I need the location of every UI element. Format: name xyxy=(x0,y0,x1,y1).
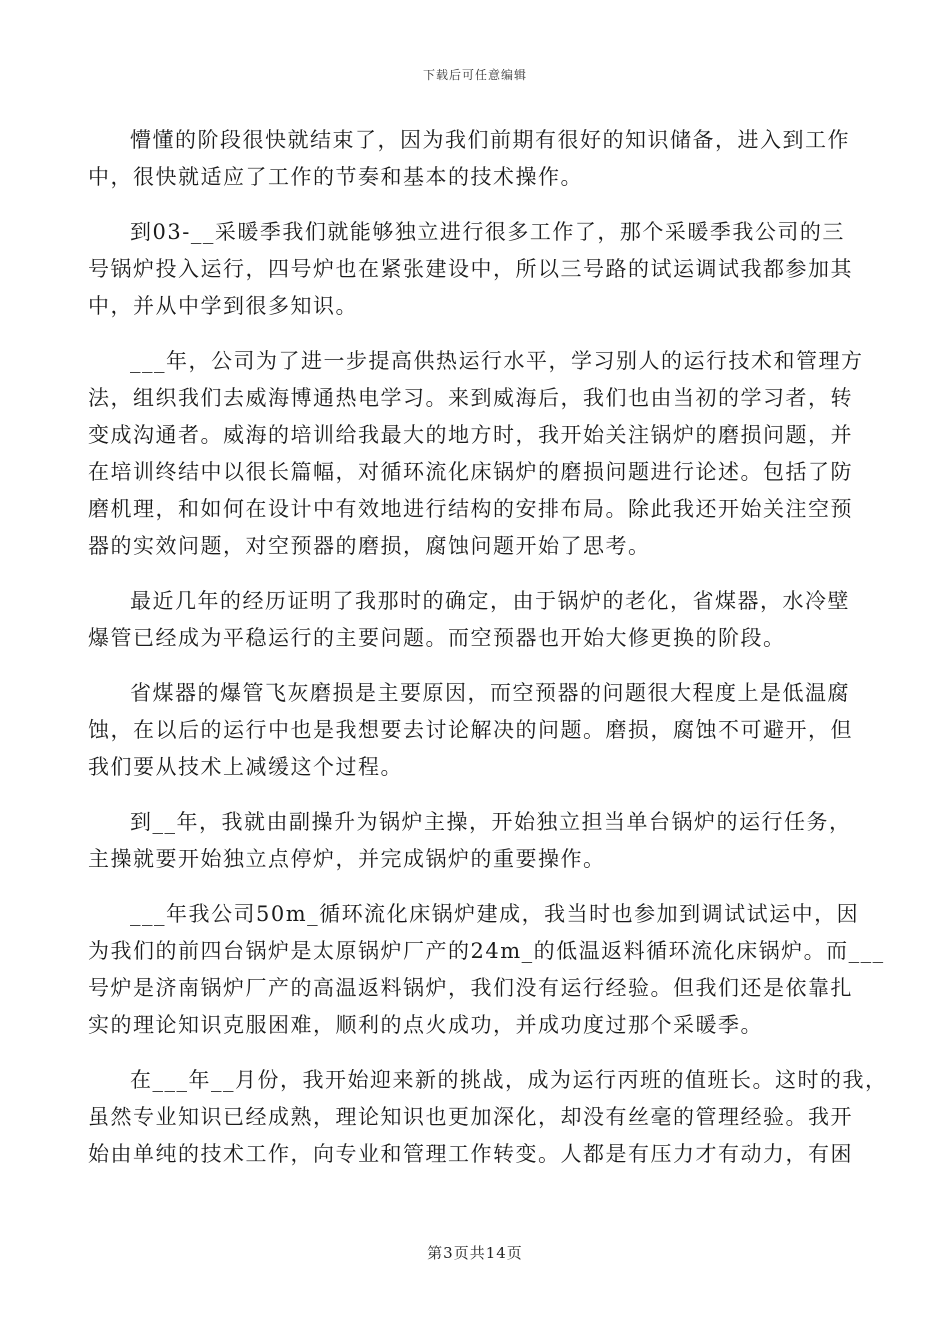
paragraph-line: 在___年__月份，我开始迎来新的挑战，成为运行丙班的值班长。这时的我， xyxy=(130,1068,888,1092)
paragraph xyxy=(88,804,860,878)
paragraph xyxy=(88,122,860,196)
paragraph xyxy=(88,583,860,657)
paragraph-line: 磨机理，和如何在设计中有效地进行结构的安排布局。除此我还开始关注空预 xyxy=(88,497,853,521)
paragraph-line: 中，很快就适应了工作的节奏和基本的技术操作。 xyxy=(88,165,583,189)
paragraph-line: 省煤器的爆管飞灰磨损是主要原因，而空预器的问题很大程度上是低温腐 xyxy=(130,681,850,705)
paragraph-line: 器的实效问题，对空预器的磨损，腐蚀问题开始了思考。 xyxy=(88,534,651,558)
paragraph-line: 到03-__采暖季我们就能够独立进行很多工作了，那个采暖季我公司的三 xyxy=(130,220,845,244)
paragraph xyxy=(88,896,885,1044)
paragraph xyxy=(88,1062,888,1173)
paragraph-line: 到__年，我就由副操升为锅炉主操，开始独立担当单台锅炉的运行任务， xyxy=(130,810,852,834)
paragraph-line: 中，并从中学到很多知识。 xyxy=(88,294,358,318)
paragraph-line: 在培训终结中以很长篇幅，对循环流化床锅炉的磨损问题进行论述。包括了防 xyxy=(88,460,853,484)
paragraph-line: ___年我公司50m_循环流化床锅炉建成，我当时也参加到调试试运中，因 xyxy=(130,902,860,926)
paragraph-line: ___年，公司为了进一步提高供热运行水平，学习别人的运行技术和管理方 xyxy=(130,349,864,373)
paragraph-line: 号锅炉投入运行，四号炉也在紧张建设中，所以三号路的试运调试我都参加其 xyxy=(88,257,853,281)
page-number: 第3页共14页 xyxy=(427,1244,523,1262)
paragraph xyxy=(88,214,860,325)
paragraph-line: 变成沟通者。威海的培训给我最大的地方时，我开始关注锅炉的磨损问题，并 xyxy=(88,423,853,447)
page-header-note: 下载后可任意编辑 xyxy=(422,68,527,82)
paragraph-line: 我们要从技术上减缓这个过程。 xyxy=(88,755,403,779)
paragraph-line: 蚀，在以后的运行中也是我想要去讨论解决的问题。磨损，腐蚀不可避开，但 xyxy=(88,718,853,742)
paragraph-line: 懵懂的阶段很快就结束了，因为我们前期有很好的知识储备，进入到工作 xyxy=(130,128,850,152)
paragraph xyxy=(88,675,860,786)
paragraph-line: 为我们的前四台锅炉是太原锅炉厂产的24m_的低温返料循环流化床锅炉。而___ xyxy=(88,939,885,963)
paragraph-line: 号炉是济南锅炉厂产的高温返料锅炉，我们没有运行经验。但我们还是依靠扎 xyxy=(88,976,853,1000)
paragraph-line: 虽然专业知识已经成熟，理论知识也更加深化，却没有丝毫的管理经验。我开 xyxy=(88,1105,853,1129)
paragraph-line: 法，组织我们去威海博通热电学习。来到威海后，我们也由当初的学习者，转 xyxy=(88,386,853,410)
paragraph xyxy=(88,343,864,565)
paragraph-line: 主操就要开始独立点停炉，并完成锅炉的重要操作。 xyxy=(88,847,606,871)
paragraph-line: 爆管已经成为平稳运行的主要问题。而空预器也开始大修更换的阶段。 xyxy=(88,626,786,650)
paragraph-line: 始由单纯的技术工作，向专业和管理工作转变。人都是有压力才有动力，有困 xyxy=(88,1142,853,1166)
document-body xyxy=(88,122,888,1173)
paragraph-line: 最近几年的经历证明了我那时的确定，由于锅炉的老化，省煤器，水冷壁 xyxy=(130,589,850,613)
paragraph-line: 实的理论知识克服困难，顺利的点火成功，并成功度过那个采暖季。 xyxy=(88,1013,763,1037)
